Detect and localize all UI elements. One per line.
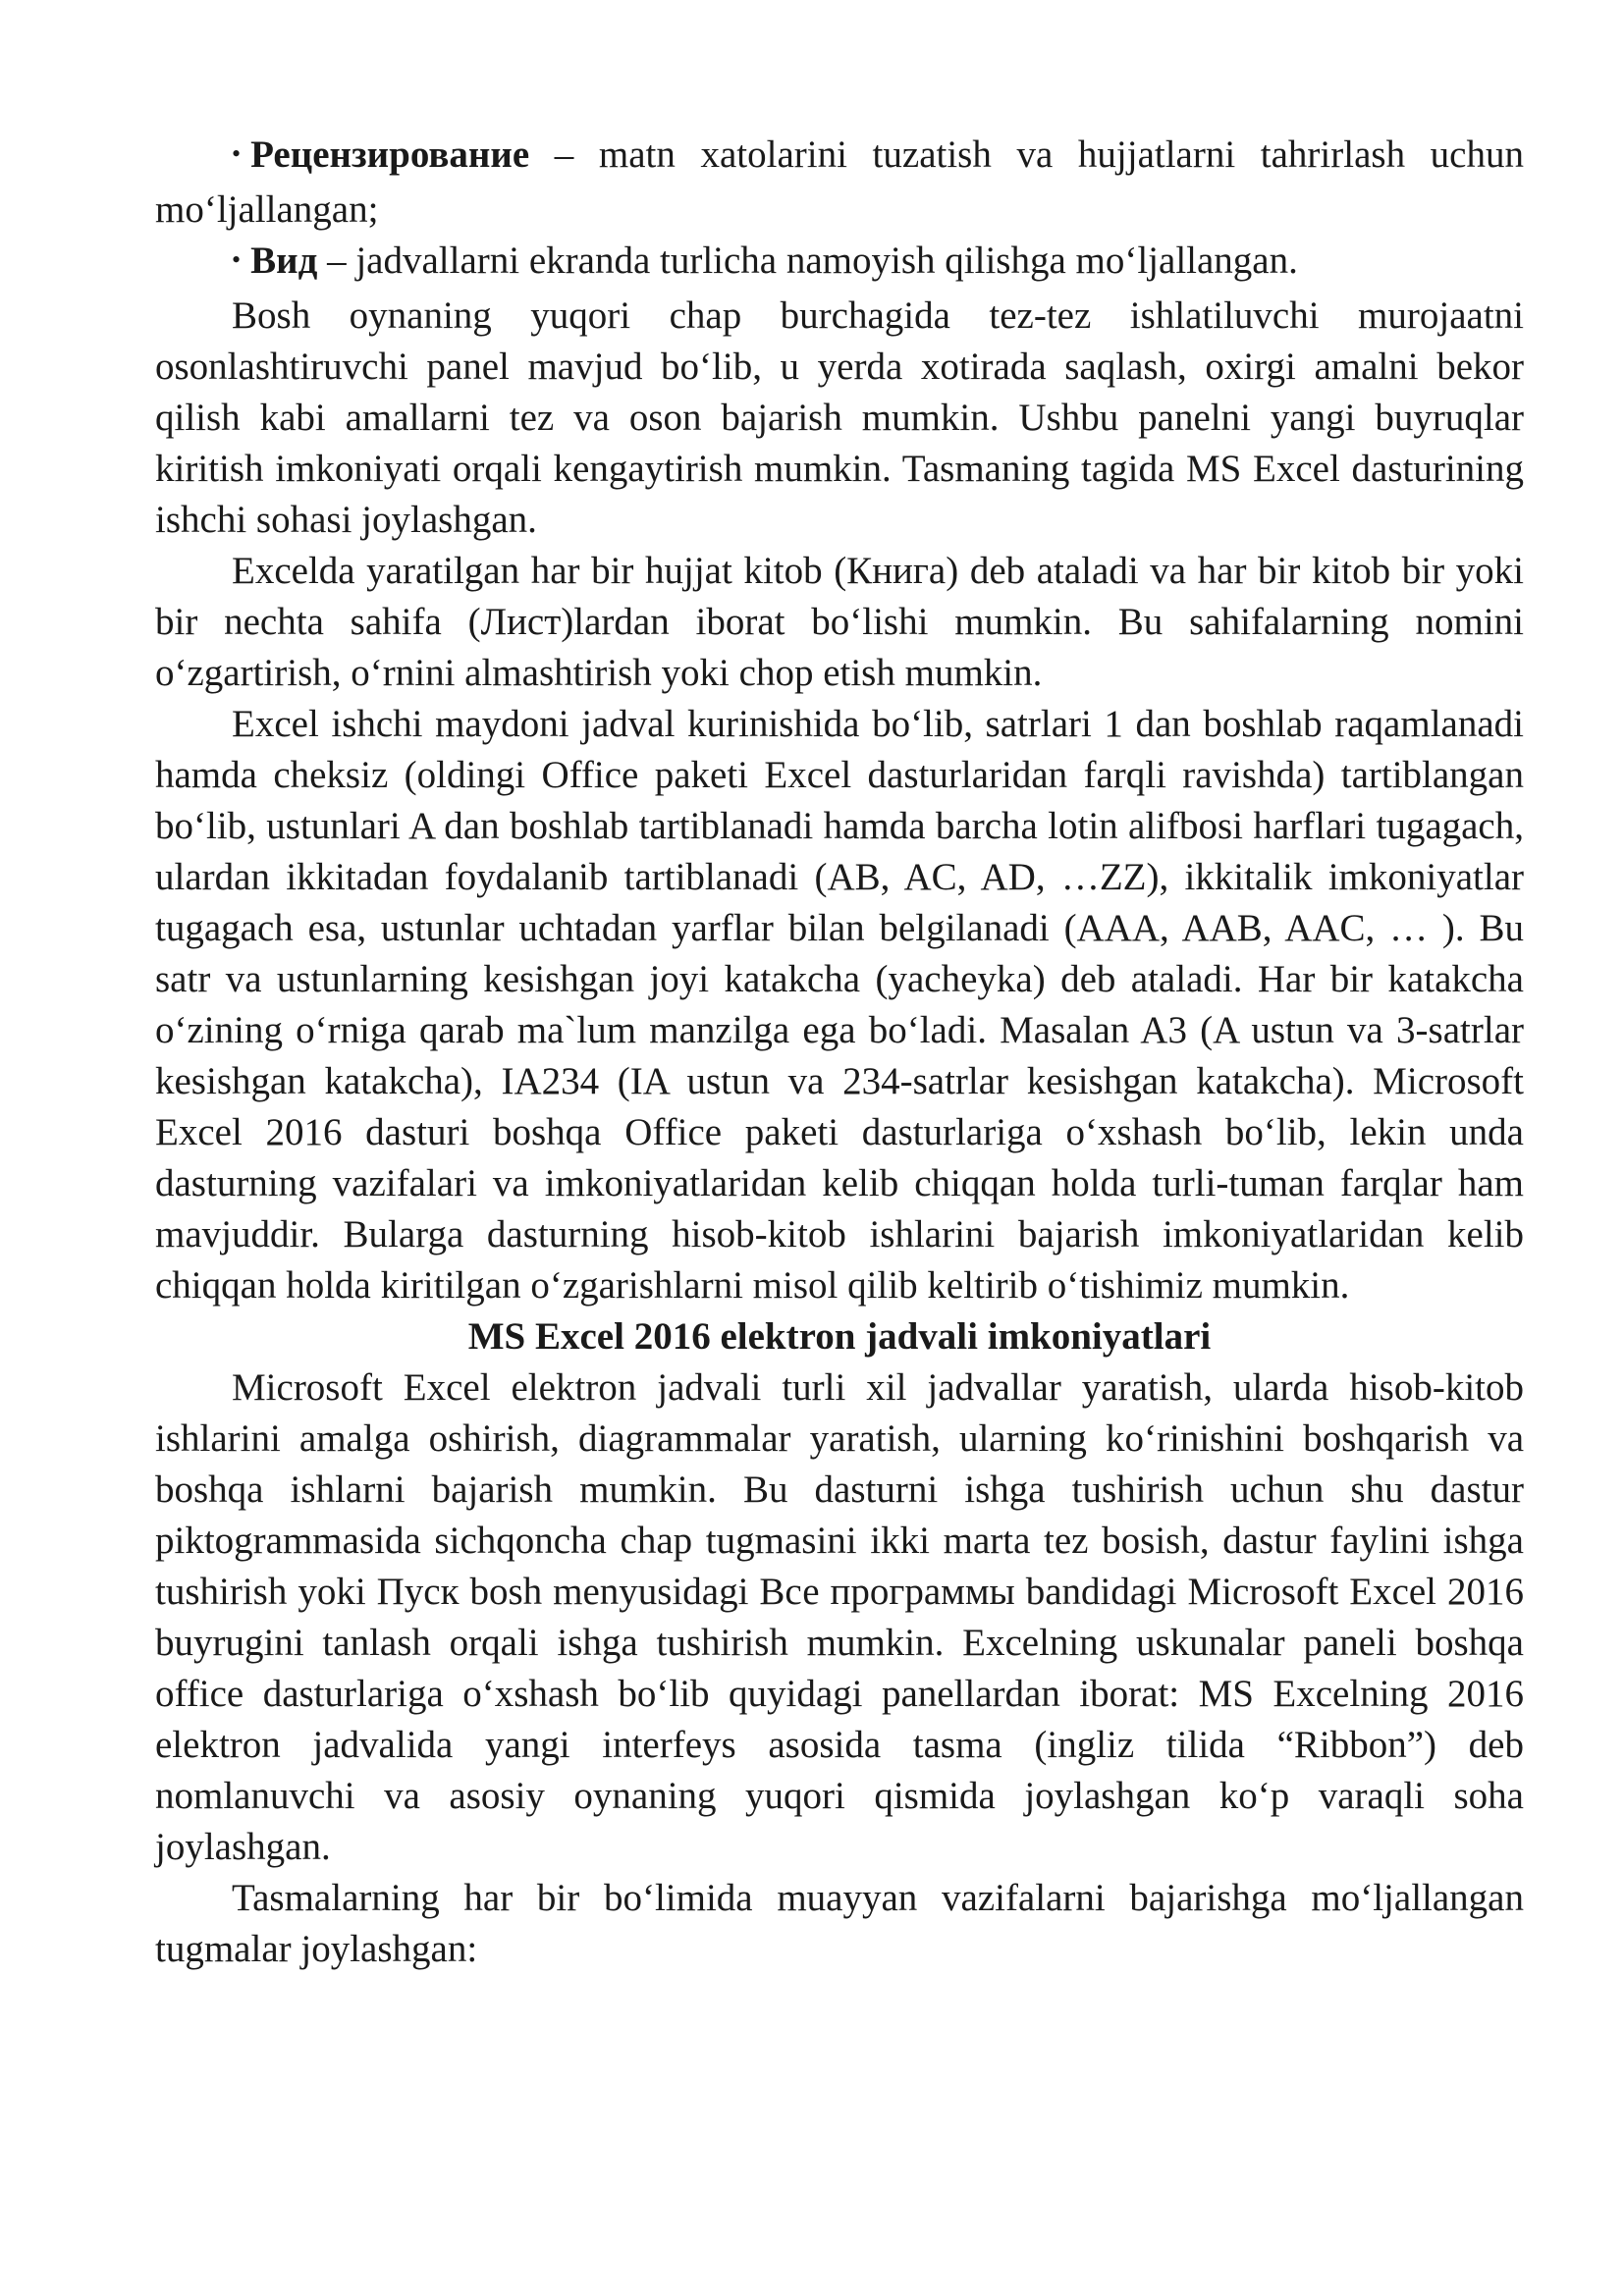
paragraph: Tasmalarning har bir bo‘limida muayyan vazifalarni bajarishga mo‘ljallangan tugmalar joylashgan: — [155, 1877, 1524, 1970]
bullet-term: Рецензирование — [250, 133, 530, 176]
paragraph: Microsoft Excel elektron jadvali turli xil jadvallar yaratish, ularda hisob-kitob ishlarini amalga oshirish, diagrammalar yaratish, ularning ko‘rinishini boshqarish va boshqa ishlarni bajarish mumkin. Bu dasturni ishga tushirish uchun shu dastur piktogrammasida sichqoncha chap tugmasini ikki marta tez bosish, dastur faylini ishga tushirish yoki Пуск bosh menyusidagi Все программы bandidagi Microsoft Excel 2016 buyrugini tanlash orqali ishga tushirish mumkin. Excelning uskunalar paneli boshqa office dasturlariga o‘xshash bo‘lib quyidagi panellardan iborat: MS Excelning 2016 elektron jadvalida yangi interfeys asosida tasma (ingliz tilida “Ribbon”) deb nomlanuvchi va asosiy oynaning yuqori qismida joylashgan ko‘p varaqli soha joylashgan. — [155, 1366, 1524, 1868]
bullet-text: – jadvallarni ekranda turlicha namoyish qilishga mo‘ljallangan. — [317, 240, 1298, 282]
bullet-text: – matn xatolarini tuzatish va hujjatlarni tahrirlash uchun mo‘ljallangan; — [155, 133, 1524, 231]
bullet-icon: • — [232, 245, 242, 274]
bullet-item-review — [155, 130, 1524, 236]
bullet-term: Вид — [250, 240, 318, 282]
section-heading: MS Excel 2016 elektron jadvali imkoniyatlari — [467, 1315, 1212, 1358]
bullet-item-view — [155, 236, 1524, 291]
paragraph: Excel ishchi maydoni jadval kurinishida bo‘lib, satrlari 1 dan boshlab raqamlanadi hamda cheksiz (oldingi Office paketi Excel dasturlaridan farqli ravishda) tartiblangan bo‘lib, ustunlari A dan boshlab tartiblanadi hamda barcha lotin alifbosi harflari tugagach, ulardan ikkitadan foydalanib tartiblanadi (AB, AC, AD, …ZZ), ikkitalik imkoniyatlar tugagach esa, ustunlar uchtadan yarflar bilan belgilanadi (AAA, AAB, AAC, … ). Bu satr va ustunlarning kesishgan joyi katakcha (yacheyka) deb ataladi. Har bir katakcha o‘zining o‘rniga qarab ma`lum manzilga ega bo‘ladi. Masalan A3 (A ustun va 3-satrlar kesishgan katakcha), IA234 (IA ustun va 234-satrlar kesishgan katakcha). Microsoft Excel 2016 dasturi boshqa Office paketi dasturlariga o‘xshash bo‘lib, lekin unda dasturning vazifalari va imkoniyatlaridan kelib chiqqan holda turli-tuman farqlar ham mavjuddir. Bularga dasturning hisob-kitob ishlarini bajarish imkoniyatlaridan kelib chiqqan holda kiritilgan o‘zgarishlarni misol qilib keltirib o‘tishimiz mumkin. — [155, 703, 1524, 1307]
bullet-icon: • — [232, 139, 242, 168]
document-page — [155, 130, 1524, 1975]
paragraph: Excelda yaratilgan har bir hujjat kitob (Книга) deb ataladi va har bir kitob bir yoki bir nechta sahifa (Лист)lardan iborat bo‘lishi mumkin. Bu sahifalarning nomini o‘zgartirish, o‘rnini almashtirish yoki chop etish mumkin. — [155, 550, 1524, 694]
paragraph: Bosh oynaning yuqori chap burchagida tez-tez ishlatiluvchi murojaatni osonlashtiruvchi panel mavjud bo‘lib, u yerda xotirada saqlash, oxirgi amalni bekor qilish kabi amallarni tez va oson bajarish mumkin. Ushbu panelni yangi buyruqlar kiritish imkoniyati orqali kengaytirish mumkin. Tasmaning tagida MS Excel dasturining ishchi sohasi joylashgan. — [155, 294, 1524, 541]
